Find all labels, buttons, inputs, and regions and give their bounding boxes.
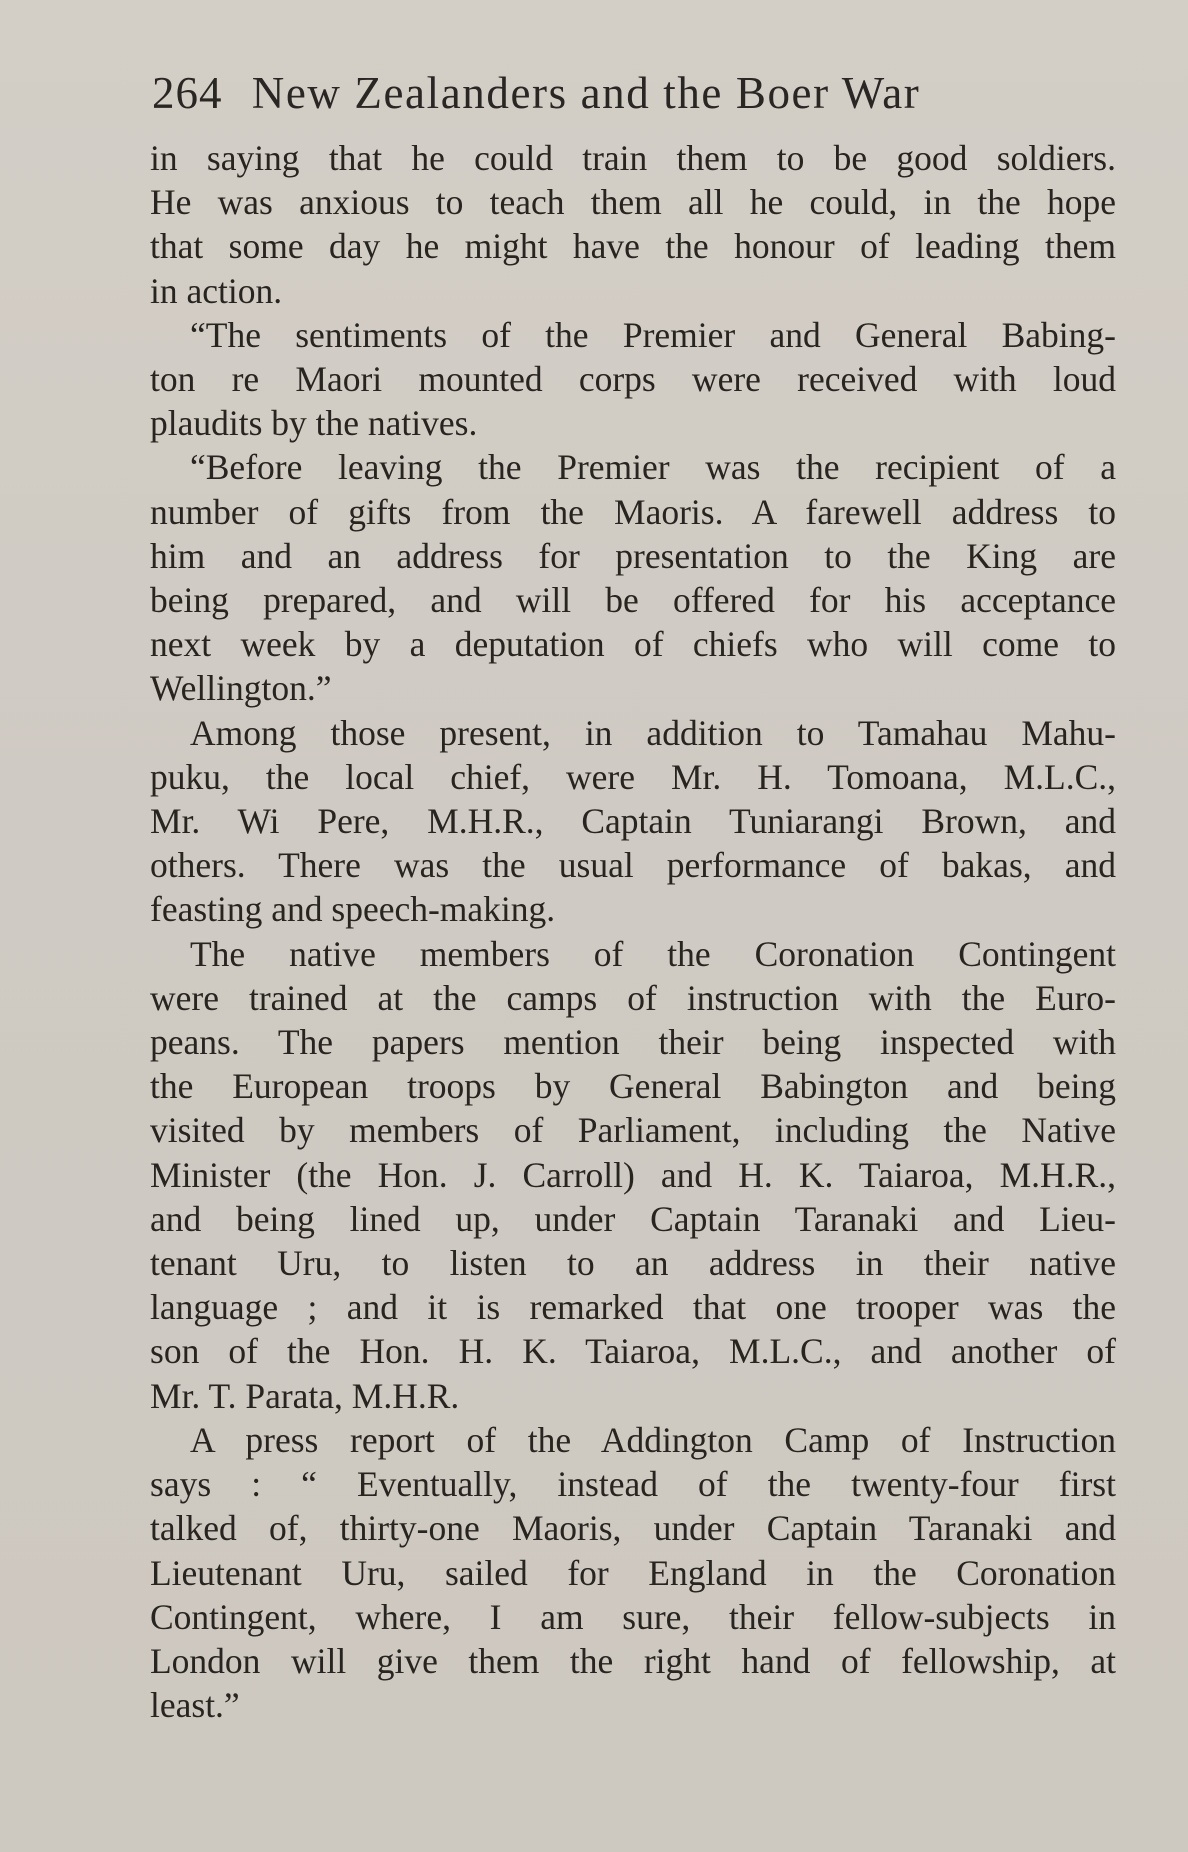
text-line: ton re Maori mounted corps were received with loud	[150, 359, 1116, 400]
text-line: son of the Hon. H. K. Taiaroa, M.L.C., and another of	[150, 1331, 1116, 1372]
text-line: tenant Uru, to listen to an address in their native	[150, 1243, 1116, 1284]
text-line: language ; and it is remarked that one trooper was the	[150, 1287, 1116, 1328]
text-line: The native members of the Coronation Contingent	[190, 933, 1116, 974]
text-line: him and an address for presentation to the King are	[150, 535, 1116, 576]
text-line: talked of, thirty-one Maoris, under Captain Taranaki and	[150, 1508, 1116, 1549]
text-line: says : “ Eventually, instead of the twenty-four first	[150, 1464, 1116, 1505]
text-line: in saying that he could train them to be good soldiers.	[150, 138, 1116, 178]
paragraph-1	[150, 136, 1116, 313]
text-line: visited by members of Parliament, including the Native	[150, 1110, 1116, 1151]
text-line: the European troops by General Babington and being	[150, 1066, 1116, 1107]
text-line: puku, the local chief, were Mr. H. Tomoana, M.L.C.,	[150, 756, 1116, 797]
text-line: Among those present, in addition to Tamahau Mahu-	[190, 712, 1116, 753]
page-number: 264	[152, 68, 223, 118]
running-header	[152, 58, 1072, 128]
text-line: Wellington.”	[150, 668, 332, 709]
text-line: Mr. Wi Pere, M.H.R., Captain Tuniarangi Brown, and	[150, 801, 1116, 842]
text-line: Mr. T. Parata, M.H.R.	[150, 1375, 460, 1416]
text-line: others. There was the usual performance of bakas, and	[150, 845, 1116, 886]
text-line: Minister (the Hon. J. Carroll) and H. K. Taiaroa, M.H.R.,	[150, 1154, 1116, 1195]
text-line: “The sentiments of the Premier and General Babing-	[190, 314, 1116, 355]
text-line: that some day he might have the honour of leading them	[150, 226, 1116, 267]
text-line: Lieutenant Uru, sailed for England in the Coronation	[150, 1552, 1116, 1593]
paragraph-3	[150, 445, 1116, 710]
paragraph-2	[150, 313, 1116, 446]
text-line: Contingent, where, I am sure, their fellow-subjects in	[150, 1596, 1116, 1637]
text-line: A press report of the Addington Camp of Instruction	[190, 1419, 1116, 1460]
text-line: “Before leaving the Premier was the recipient of a	[190, 447, 1116, 488]
text-line: feasting and speech-making.	[150, 889, 556, 930]
text-line: plaudits by the natives.	[150, 403, 478, 444]
text-line: number of gifts from the Maoris. A farewell address to	[150, 491, 1116, 532]
text-line: peans. The papers mention their being inspected with	[150, 1022, 1116, 1063]
text-line: were trained at the camps of instruction with the Euro-	[150, 977, 1116, 1018]
text-line: least.”	[150, 1685, 240, 1726]
text-line: next week by a deputation of chiefs who will come to	[150, 624, 1116, 665]
text-line: being prepared, and will be offered for his acceptance	[150, 580, 1116, 621]
text-line: in action.	[150, 270, 283, 311]
paragraph-6	[150, 1418, 1116, 1727]
paragraph-4	[150, 711, 1116, 932]
running-title: New Zealanders and the Boer War	[251, 68, 921, 118]
text-line: He was anxious to teach them all he could, in the hope	[150, 182, 1116, 223]
text-line: London will give them the right hand of fellowship, at	[150, 1640, 1116, 1681]
body-text	[150, 136, 1116, 1727]
text-line: and being lined up, under Captain Taranaki and Lieu-	[150, 1198, 1116, 1239]
paragraph-5	[150, 932, 1116, 1418]
